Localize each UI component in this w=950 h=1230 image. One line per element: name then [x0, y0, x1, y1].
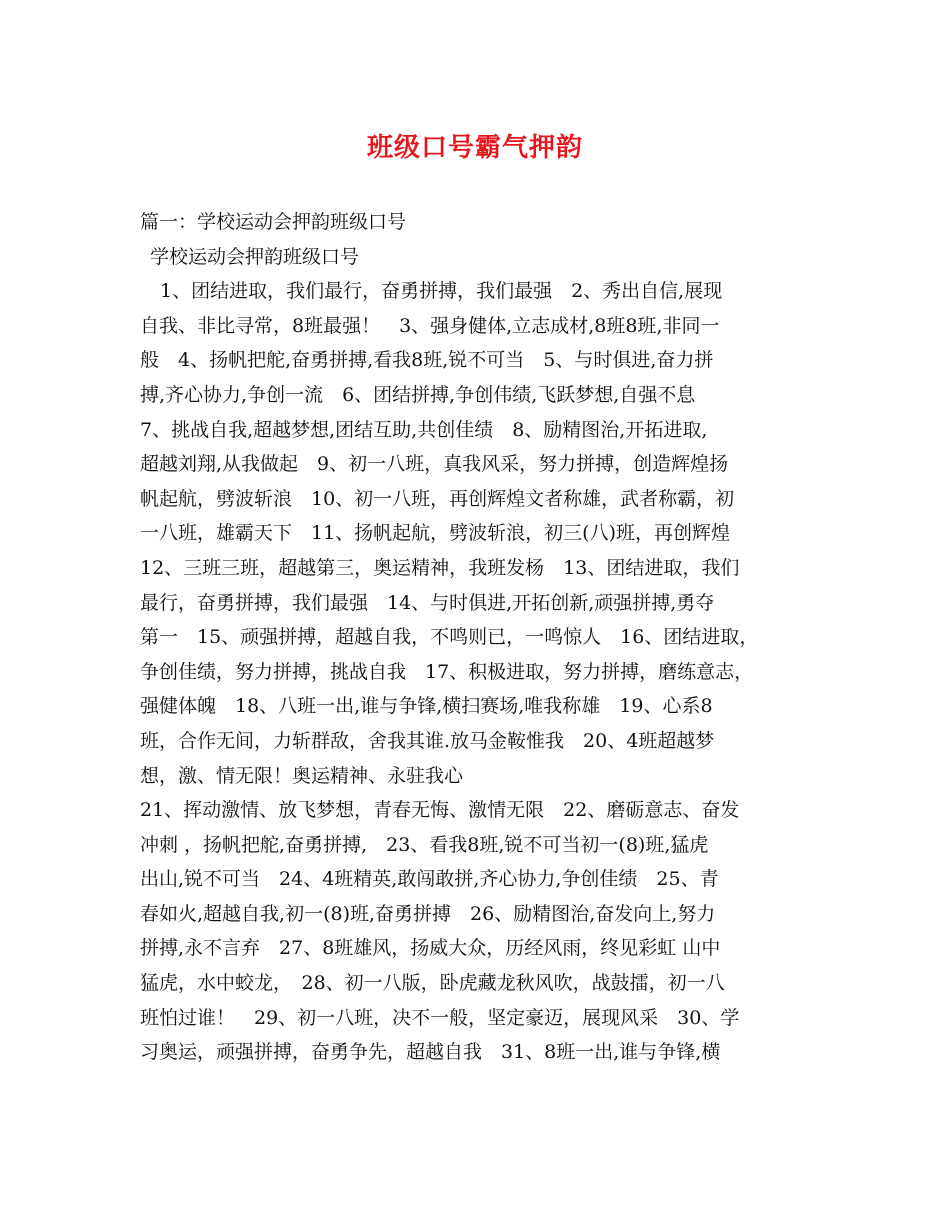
- text-line: 最行，奋勇拼搏，我们最强 14、与时俱进,开拓创新,顽强拼搏,勇夺: [140, 591, 715, 614]
- text-line: 12、三班三班，超越第三，奥运精神，我班发杨 13、团结进取，我们: [140, 556, 740, 579]
- text-line: 1、团结进取，我们最行，奋勇拼搏，我们最强 2、秀出自信,展现: [160, 280, 723, 303]
- text-line: 超越刘翔,从我做起 9、初一八班，真我风采，努力拼搏，创造辉煌扬: [140, 453, 729, 476]
- text-line: 第一 15、顽强拼搏，超越自我，不鸣则已，一鸣惊人 16、团结进取，: [140, 626, 759, 649]
- text-line: 习奥运，顽强拼搏，奋勇争先，超越自我 31、8班一出,谁与争锋,横: [140, 1041, 721, 1064]
- text-line: 篇一：学校运动会押韵班级口号: [140, 211, 407, 233]
- text-line: 出山,锐不可当 24、4班精英,敢闯敢拼,齐心协力,争创佳绩 25、青: [140, 868, 719, 891]
- text-line: 一八班，雄霸天下 11、扬帆起航，劈波斩浪，初三(八)班，再创辉煌: [140, 522, 731, 545]
- text-line: 强健体魄 18、八班一出,谁与争锋,横扫赛场,唯我称雄 19、心系8: [140, 695, 713, 718]
- text-line: 猛虎，水中蛟龙， 28、初一八版，卧虎藏龙秋风吹，战鼓擂，初一八: [140, 972, 725, 995]
- text-line: 班怕过谁！ 29、初一八班，决不一般，坚定豪迈，展现风采 30、学: [140, 1006, 740, 1029]
- document-title: 班级口号霸气押韵: [366, 133, 583, 163]
- text-line: 自我、非比寻常，8班最强！ 3、强身健体,立志成材,8班8班,非同一: [140, 314, 720, 337]
- text-line: 般 4、扬帆把舵,奋勇拼搏,看我8班,锐不可当 5、与时俱进,奋力拼: [140, 349, 714, 372]
- text-line: 冲刺 ，扬帆把舵,奋勇拼搏, 23、看我8班,锐不可当初一(8)班,猛虎: [140, 833, 709, 856]
- text-line: 想，激、情无限！奥运精神、永驻我心: [140, 764, 464, 787]
- text-line: 搏,齐心协力,争创一流 6、团结拼搏,争创伟绩,飞跃梦想,自强不息: [140, 383, 696, 406]
- text-line: 7、挑战自我,超越梦想,团结互助,共创佳绩 8、励精图治,开拓进取,: [140, 418, 708, 441]
- text-line: 班，合作无间，力斩群敌，舍我其谁.放马金鞍惟我 20、4班超越梦: [140, 729, 715, 752]
- text-line: 春如火,超越自我,初一(8)班,奋勇拼搏 26、励精图治,奋发向上,努力: [140, 902, 716, 925]
- text-line: 帆起航，劈波斩浪 10、初一八班，再创辉煌文者称雄，武者称霸，初: [140, 487, 735, 510]
- text-line: 学校运动会押韵班级口号: [150, 245, 360, 268]
- document-body: [140, 205, 820, 1070]
- text-line: 21、挥动激情、放飞梦想，青春无悔、激情无限 22、磨砺意志、奋发: [140, 799, 740, 822]
- text-line: 争创佳绩，努力拼搏，挑战自我 17、积极进取，努力拼搏，磨练意志，: [140, 660, 754, 683]
- text-line: 拼搏,永不言弃 27、8班雄风，扬威大众，历经风雨，终见彩虹 山中: [140, 937, 721, 960]
